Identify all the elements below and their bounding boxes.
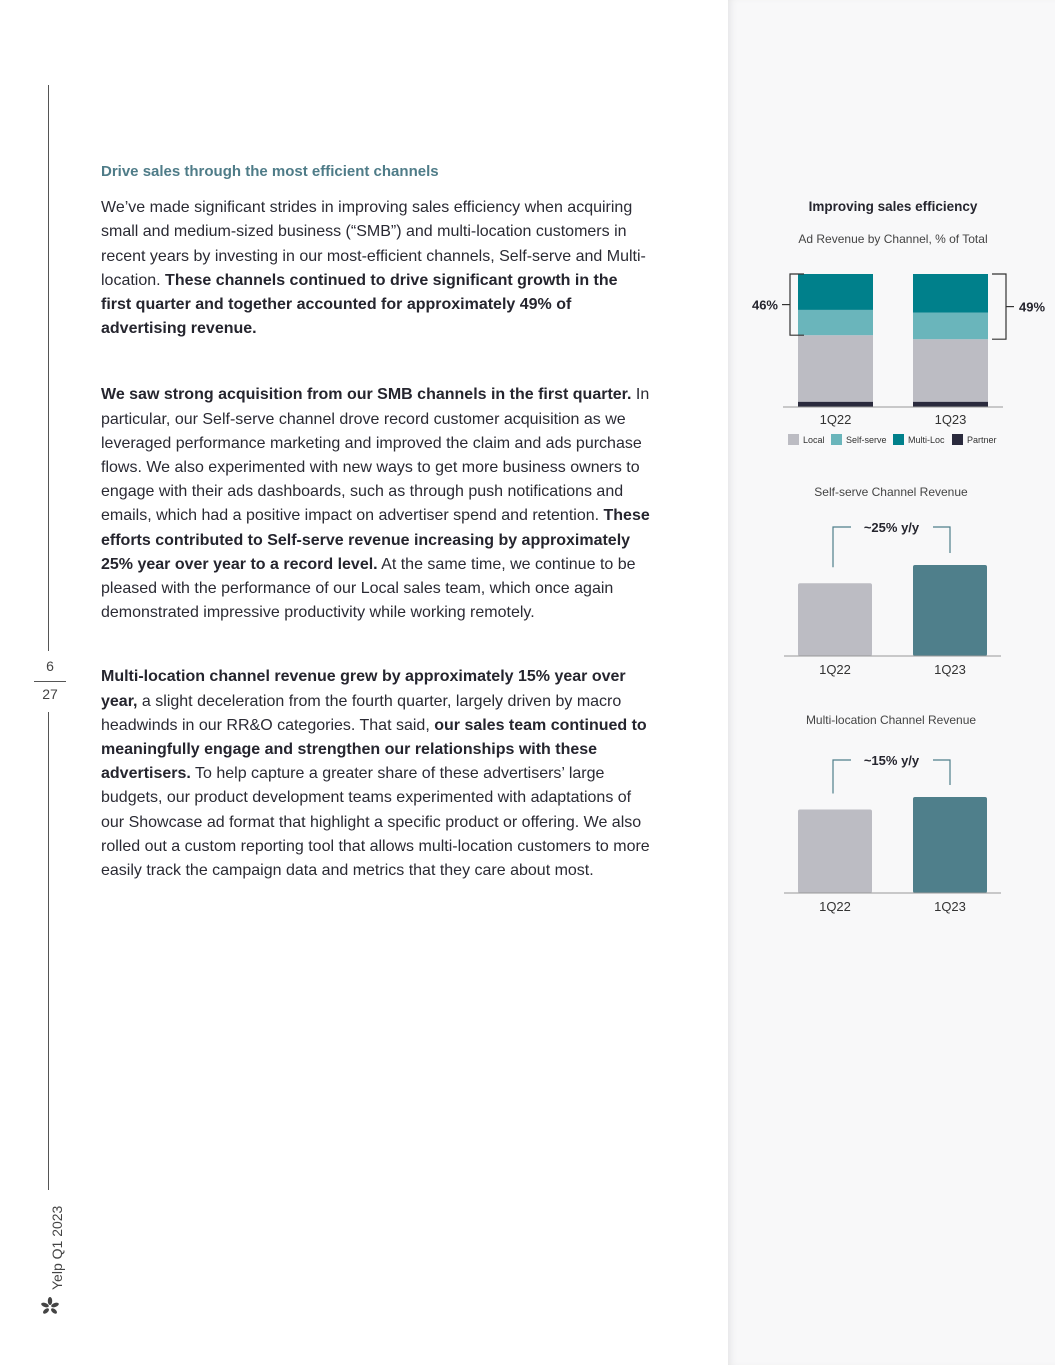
chart2-growth-annotation: ~25% y/y [863, 520, 920, 535]
chart1-tick-label: 1Q23 [934, 412, 967, 427]
chart1-segment-self-serve-1q22 [798, 310, 873, 335]
chart1-annotation-1q22: 46% [751, 297, 778, 313]
chart1-bracket-right [992, 274, 1006, 339]
self-serve-revenue-chart [728, 480, 1055, 685]
chart1-legend-label: Local [803, 435, 825, 445]
paragraph-1 [101, 196, 651, 341]
chart2-growth-bracket-left [833, 527, 851, 567]
sales-efficiency-chart [728, 190, 1055, 460]
p1-bold: These channels continued to drive significant growth in the first quarter and together accounted for approximately 49% of advertising revenue. [101, 271, 618, 338]
p2-text-end: At the same time, we continue to be pleased with the performance of our Local sales team, which once again demonstrated impressive productivity while working remotely. [101, 555, 636, 622]
chart1-legend-label: Multi-Loc [908, 435, 945, 445]
p3-text-end: To help capture a greater share of these advertisers’ large budgets, our product development teams experimented with adaptations of our Showcase ad format that highlight a specific product or offering. We also rolled out a custom reporting tool that allows multi-location customers to more easily track the campaign data and metrics that they care about most. [101, 765, 650, 880]
page-current: 6 [46, 658, 54, 674]
chart2-bar-1q23 [913, 565, 987, 656]
chart3-growth-bracket-right [933, 760, 950, 785]
chart2-tick-label: 1Q22 [819, 662, 851, 677]
sidebar-rule-top [48, 85, 49, 651]
chart3-growth-annotation: ~15% y/y [863, 753, 920, 768]
chart3-tick-label: 1Q23 [934, 899, 966, 914]
chart1-subtitle: Ad Revenue by Channel, % of Total [798, 232, 988, 246]
chart1-legend-label: Partner [967, 435, 997, 445]
p3-bold-lead: Multi-location channel revenue grew by approximately 15% year over year, [101, 668, 626, 710]
chart1-annotation-1q23: 49% [1019, 299, 1046, 315]
chart1-segment-multi-loc-1q22 [798, 274, 873, 310]
p2-bold: These efforts contributed to Self-serve revenue increasing by approximately 25% year over year to a record level. [101, 507, 650, 573]
p2-bold-lead: We saw strong acquisition from our SMB channels in the first quarter. [101, 386, 632, 404]
yelp-burst-icon [40, 1296, 60, 1316]
chart1-legend-swatch-self-serve [831, 434, 842, 445]
p1-text: We’ve made significant strides in improving sales efficiency when acquiring small and medium-sized business (“SMB”) and multi-location customers in recent years by investing in our most-efficient channels, Self-serve and Multi-location. [101, 199, 646, 289]
chart1-segment-local-1q23 [913, 339, 988, 402]
body-text [101, 160, 651, 883]
chart3-bar-1q23 [913, 797, 987, 893]
sidebar-rule-bottom [48, 712, 49, 1190]
chart3-title: Multi-location Channel Revenue [805, 713, 977, 727]
page-divider [34, 681, 66, 682]
p3-text: a slight deceleration from the fourth quarter, largely driven by macro headwinds in our RR&O categories. That said, [101, 692, 622, 734]
p2-text: In particular, our Self-serve channel drove record customer acquisition as we leveraged performance marketing and improved the claim and ads purchase flows. We also experimented with new ways to get more business owners to engage with their ads dashboards, such as through push notifications and emails, which had a positive impact on advertiser spend and retention. [101, 386, 650, 525]
chart3-bar-1q22 [798, 810, 872, 894]
chart1-segment-local-1q22 [798, 335, 873, 402]
chart1-segment-partner-1q23 [913, 402, 988, 407]
multi-location-revenue-chart [728, 710, 1055, 925]
chart2-title: Self-serve Channel Revenue [814, 485, 968, 499]
chart1-title: Improving sales efficiency [808, 199, 978, 214]
chart1-segment-multi-loc-1q23 [913, 274, 988, 313]
paragraph-2 [101, 383, 651, 625]
chart2-bar-1q22 [798, 583, 872, 656]
p3-bold: our sales team continued to meaningfully engage and strengthen our relationships with these advertisers. [101, 716, 647, 783]
page-total: 27 [42, 686, 58, 702]
chart1-legend-swatch-multi-loc [893, 434, 904, 445]
chart3-tick-label: 1Q22 [819, 899, 851, 914]
chart2-growth-bracket-right [933, 527, 950, 553]
doc-label: Yelp Q1 2023 [49, 1205, 65, 1290]
chart1-tick-label: 1Q22 [819, 412, 852, 427]
chart1-segment-self-serve-1q23 [913, 313, 988, 340]
section-heading: Drive sales through the most efficient channels [101, 163, 439, 180]
paragraph-3 [101, 665, 651, 883]
chart1-legend-label: Self-serve [846, 435, 887, 445]
chart1-segment-partner-1q22 [798, 402, 873, 407]
chart3-growth-bracket-left [833, 760, 851, 794]
chart1-legend-swatch-partner [952, 434, 963, 445]
chart1-legend-swatch-local [788, 434, 799, 445]
chart2-tick-label: 1Q23 [934, 662, 966, 677]
